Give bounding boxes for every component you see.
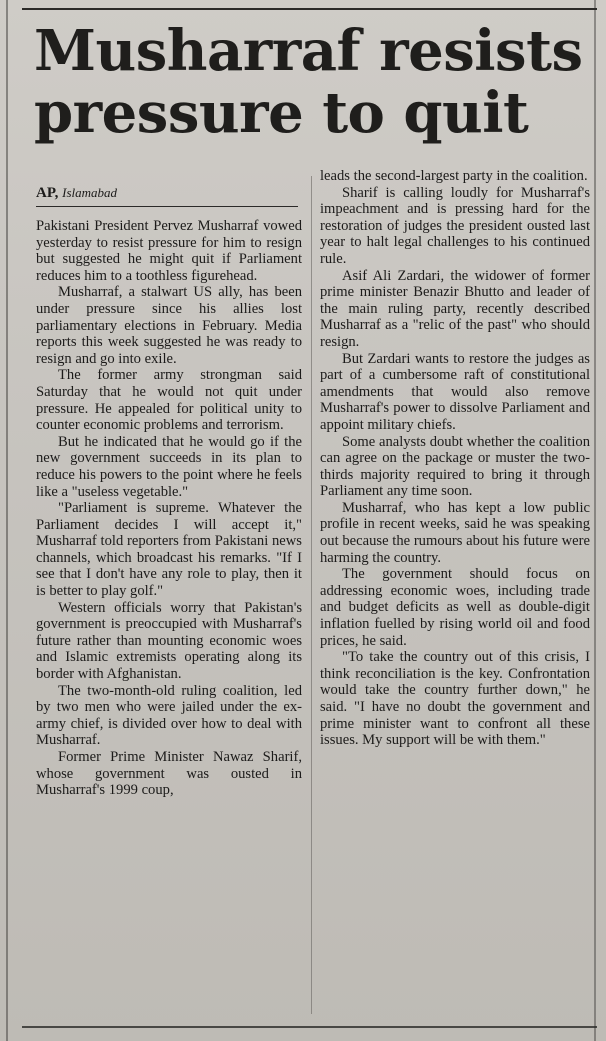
paragraph: Sharif is calling loudly for Musharraf's impeachment and is pressing hard for the restoration of judges the president ousted last year to halt legal challenges to his continued rule. [320, 184, 590, 267]
paragraph: Western officials worry that Pakistan's government is preoccupied with Musharraf's future rather than mounting economic woes and Islamic extremists operating along its border with Afghanistan. [36, 599, 302, 683]
byline [36, 184, 298, 207]
paragraph: Pakistani President Pervez Musharraf vowed yesterday to resist pressure for him to resign but suggested he might quit if Parliament reduces him to a toothless figurehead. [36, 218, 302, 284]
paragraph: The government should focus on addressing economic woes, including trade and budget deficits as well as double-digit inflation fuelled by rising world oil and food prices, he said. [320, 566, 590, 649]
paragraph: The former army strongman said Saturday that he would not quit under pressure. He appealed for political unity to counter economic problems and terrorism. [36, 367, 302, 434]
paragraph: Musharraf, a stalwart US ally, has been under pressure since his allies lost parliamentary elections in February. Media reports this week suggested he was ready to resign and go into exile. [36, 284, 302, 367]
paragraph: Former Prime Minister Nawaz Sharif, whose government was ousted in Musharraf's 1999 coup, [36, 749, 302, 799]
byline-agency: AP, [36, 185, 59, 201]
headline: Musharraf resists pressure to quit [34, 18, 583, 146]
article-column-left [36, 218, 302, 799]
paragraph: But Zardari wants to restore the judges as part of a cumbersome raft of constitutional amendments that would also remove Musharraf's power to dissolve Parliament and appoint military chiefs. [320, 350, 590, 433]
paragraph: Asif Ali Zardari, the widower of former prime minister Benazir Bhutto and leader of the main ruling party, recently described Musharraf as a "relic of the past" who should resign. [320, 267, 590, 350]
paragraph: leads the second-largest party in the coalition. [320, 168, 588, 184]
bottom-rule [22, 1026, 597, 1028]
byline-place: Islamabad [62, 185, 118, 200]
top-rule [22, 8, 597, 10]
paragraph: Musharraf, who has kept a low public profile in recent weeks, said he was speaking out because the rumours about his future were harming the country. [320, 499, 590, 566]
paragraph: "Parliament is supreme. Whatever the Parliament decides I will accept it," Musharraf told reporters from Pakistani news channels, which broadcast his remarks. "If I see that I don't have any role to play, then it is better to play golf." [36, 500, 302, 600]
paragraph: Some analysts doubt whether the coalition can agree on the package or muster the two-thirds majority required to bring it through Parliament any time soon. [320, 433, 590, 500]
column-divider [311, 176, 312, 1014]
paragraph: But he indicated that he would go if the new government succeeds in its plan to reduce his powers to the point where he feels like a "useless vegetable." [36, 433, 302, 500]
article-column-right [320, 168, 590, 749]
paragraph: "To take the country out of this crisis, I think reconciliation is the key. Confrontation would take the country further down," he said. "I have no doubt the government and prime minister want to confront all these issues. My support will be with them." [320, 649, 590, 749]
paragraph: The two-month-old ruling coalition, led by two men who were jailed under the ex-army chief, is divided over how to deal with Musharraf. [36, 682, 302, 749]
page-edge-left [6, 0, 8, 1041]
page-edge-right [594, 0, 596, 1041]
